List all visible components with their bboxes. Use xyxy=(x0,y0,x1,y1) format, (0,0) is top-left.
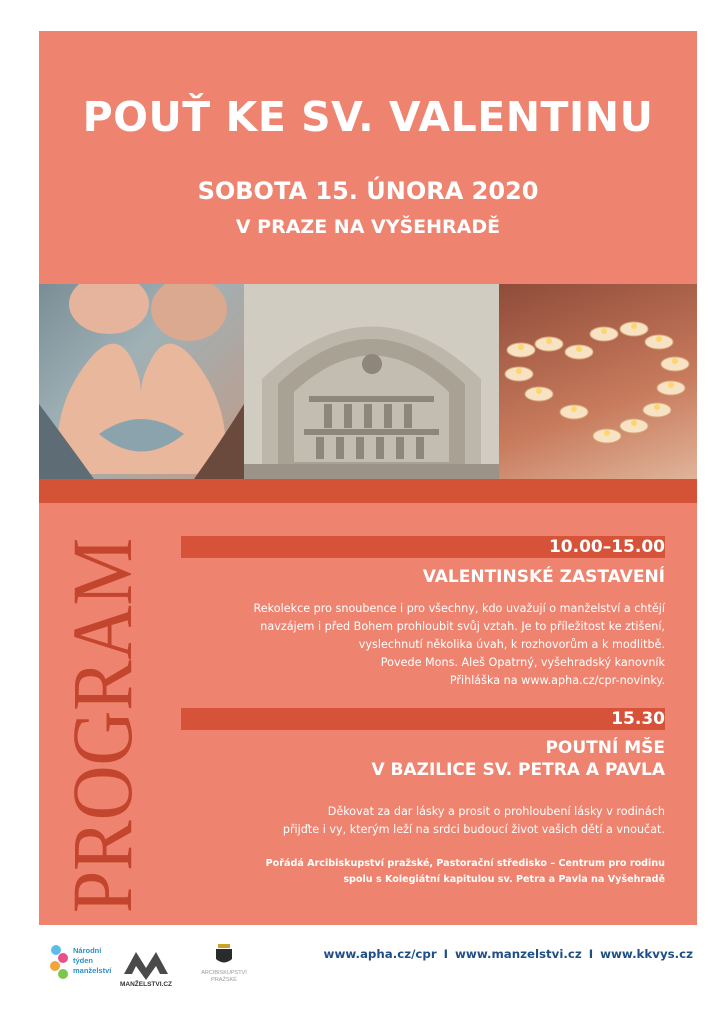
event-1-heading: VALENTINSKÉ ZASTAVENÍ xyxy=(422,567,665,587)
link-apha[interactable]: www.apha.cz/cpr xyxy=(323,947,437,961)
event-2-heading xyxy=(265,737,665,781)
time-2: 15.30 xyxy=(611,709,665,729)
link-separator: I xyxy=(588,947,594,961)
heart-hands-photo xyxy=(39,284,244,479)
organizers-line: spolu s Kolegiátní kapitulou sv. Petra a Pavla na Vyšehradě xyxy=(343,874,665,885)
event-2-line: přijďte i vy, kterým leží na srdci budoucí život vašich dětí a vnoučat. xyxy=(282,823,665,836)
footer-links xyxy=(324,947,693,961)
event-2-line: Děkovat za dar lásky a prosit o prohloubení lásky v rodinách xyxy=(327,805,665,818)
poster xyxy=(39,31,697,925)
photo-strip xyxy=(39,284,697,479)
link-kkvys[interactable]: www.kkvys.cz xyxy=(600,947,693,961)
event-date: SOBOTA 15. ÚNORA 2020 xyxy=(197,177,539,205)
svg-text:Národní: Národní xyxy=(73,946,102,955)
event-1-line: Povede Mons. Aleš Opatrný, vyšehradský kanovník xyxy=(380,656,665,669)
svg-text:PRAŽSKÉ: PRAŽSKÉ xyxy=(211,977,237,983)
program-label-text: PROGRAM xyxy=(63,533,150,913)
footer xyxy=(0,930,724,1024)
narodni-tyden-manzelstvi-logo xyxy=(49,942,121,992)
time-1: 10.00–15.00 xyxy=(548,537,665,557)
arcibiskupstvi-prazske-logo xyxy=(196,940,252,992)
heart-candles-photo xyxy=(499,284,697,479)
event-2-description xyxy=(225,803,665,839)
time-bar-2 xyxy=(181,708,665,730)
event-1-line: Rekolekce pro snoubence i pro všechny, kdo uvažují o manželství a chtějí xyxy=(253,602,665,615)
poster-title: POUŤ KE SV. VALENTINU xyxy=(82,93,654,141)
program-label xyxy=(63,533,153,918)
svg-text:MANŽELSTVI.CZ: MANŽELSTVI.CZ xyxy=(120,981,172,988)
event-1-line: Přihláška na www.apha.cz/cpr-novinky. xyxy=(449,674,665,687)
basilica-portal-photo xyxy=(244,284,499,479)
svg-text:týden: týden xyxy=(73,956,94,965)
organizers xyxy=(225,856,665,888)
event-1-line: navzájem i před Bohem prohloubit svůj vztah. Je to příležitost ke ztišení, xyxy=(260,620,665,633)
svg-text:ARCIBISKUPSTVÍ: ARCIBISKUPSTVÍ xyxy=(201,970,247,976)
svg-text:manželství: manželství xyxy=(73,966,112,975)
event-place: V PRAZE NA VYŠEHRADĚ xyxy=(235,216,501,238)
event-1-line: vyslechnutí několika úvah, k rozhovorům a k modlitbě. xyxy=(358,638,665,651)
link-separator: I xyxy=(443,947,449,961)
event-2-heading-line: POUTNÍ MŠE xyxy=(545,738,665,758)
divider-band xyxy=(39,479,697,503)
event-2-heading-line: V BAZILICE SV. PETRA A PAVLA xyxy=(371,760,665,780)
organizers-line: Pořádá Arcibiskupství pražské, Pastorační středisko – Centrum pro rodinu xyxy=(265,858,665,869)
event-1-description xyxy=(225,600,665,690)
manzelstvi-logo xyxy=(120,940,172,992)
link-manzelstvi[interactable]: www.manzelstvi.cz xyxy=(455,947,582,961)
